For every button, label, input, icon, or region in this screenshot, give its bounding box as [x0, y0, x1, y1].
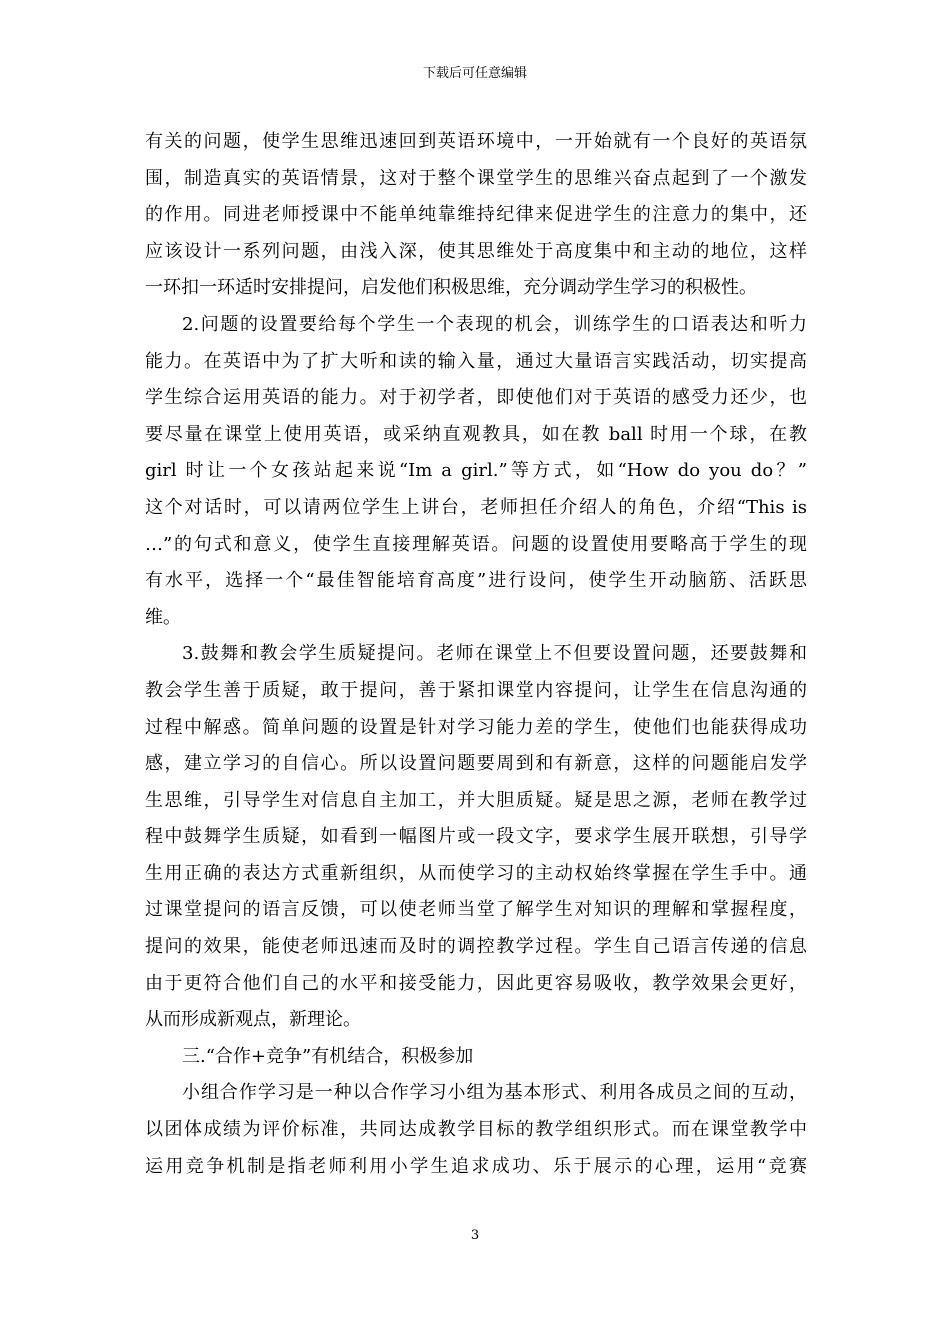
text-line: 感，建立学习的自信心。所以设置问题要周到和有新意，这样的问题能启发学 [145, 753, 807, 775]
text-line: 从而形成新观点，新理论。 [145, 1009, 361, 1031]
text-line: 生思维，引导学生对信息自主加工，并大胆质疑。疑是思之源，老师在教学过 [145, 789, 807, 811]
text-line: 教会学生善于质疑，敢于提问，善于紧扣课堂内容提问，让学生在信息沟通的 [145, 679, 807, 701]
text-line: 学生综合运用英语的能力。对于初学者，即使他们对于英语的感受力还少，也 [145, 387, 807, 409]
text-line: 3.鼓舞和教会学生质疑提问。老师在课堂上不但要设置问题，还要鼓舞和 [182, 643, 807, 665]
text-line: 小组合作学习是一种以合作学习小组为基本形式、利用各成员之间的互动， [182, 1082, 807, 1104]
text-line: 的作用。同进老师授课中不能单纯靠维持纪律来促进学生的注意力的集中，还 [145, 204, 807, 226]
text-line: 过程中解惑。简单问题的设置是针对学习能力差的学生，使他们也能获得成功 [145, 716, 807, 738]
text-line: …”的句式和意义，使学生直接理解英语。问题的设置使用要略高于学生的现 [145, 533, 807, 555]
text-line: 三.“合作+竞争”有机结合，积极参加 [182, 1045, 474, 1067]
text-line: 提问的效果，能使老师迅速而及时的调控教学过程。学生自己语言传递的信息 [145, 936, 807, 958]
text-line: 有关的问题，使学生思维迅速回到英语环境中，一开始就有一个良好的英语氛 [145, 131, 807, 152]
text-line: 有水平，选择一个“最佳智能培育高度”进行设问，使学生开动脑筋、活跃思 [145, 570, 807, 592]
text-line: 过课堂提问的语言反馈，可以使老师当堂了解学生对知识的理解和掌握程度， [145, 899, 807, 921]
text-line: 要尽量在课堂上使用英语，或采纳直观教具，如在教 ball 时用一个球，在教 [145, 423, 807, 445]
page-number: 3 [470, 1228, 480, 1243]
text-line: girl 时让一个女孩站起来说“Im a girl.”等方式，如“How do you do？” [145, 460, 807, 482]
text-line: 一环扣一环适时安排提问，启发他们积极思维，充分调动学生学习的积极性。 [145, 277, 757, 299]
text-line: 围，制造真实的英语情景，这对于整个课堂学生的思维兴奋点起到了一个激发 [145, 167, 807, 189]
text-line: 能力。在英语中为了扩大听和读的输入量，通过大量语言实践活动，切实提高 [145, 350, 807, 372]
text-line: 维。 [145, 606, 181, 628]
text-line: 程中鼓舞学生质疑，如看到一幅图片或一段文字，要求学生展开联想，引导学 [145, 826, 807, 848]
text-line: 以团体成绩为评价标准，共同达成教学目标的教学组织形式。而在课堂教学中 [145, 1119, 807, 1141]
page-header: 下载后可任意编辑 [422, 66, 527, 81]
text-line: 这个对话时，可以请两位学生上讲台，老师担任介绍人的角色，介绍“This is [145, 496, 807, 518]
text-line: 由于更符合他们自己的水平和接受能力，因此更容易吸收，教学效果会更好， [145, 972, 807, 994]
text-line: 运用竞争机制是指老师利用小学生追求成功、乐于展示的心理，运用“竞赛 [145, 1155, 807, 1177]
text-line: 生用正确的表达方式重新组织，从而使学习的主动权始终掌握在学生手中。通 [145, 862, 807, 884]
document-body [145, 124, 807, 1185]
text-line: 2.问题的设置要给每个学生一个表现的机会，训练学生的口语表达和听力 [182, 313, 807, 335]
text-line: 应该设计一系列问题，由浅入深，使其思维处于高度集中和主动的地位，这样 [145, 240, 807, 262]
